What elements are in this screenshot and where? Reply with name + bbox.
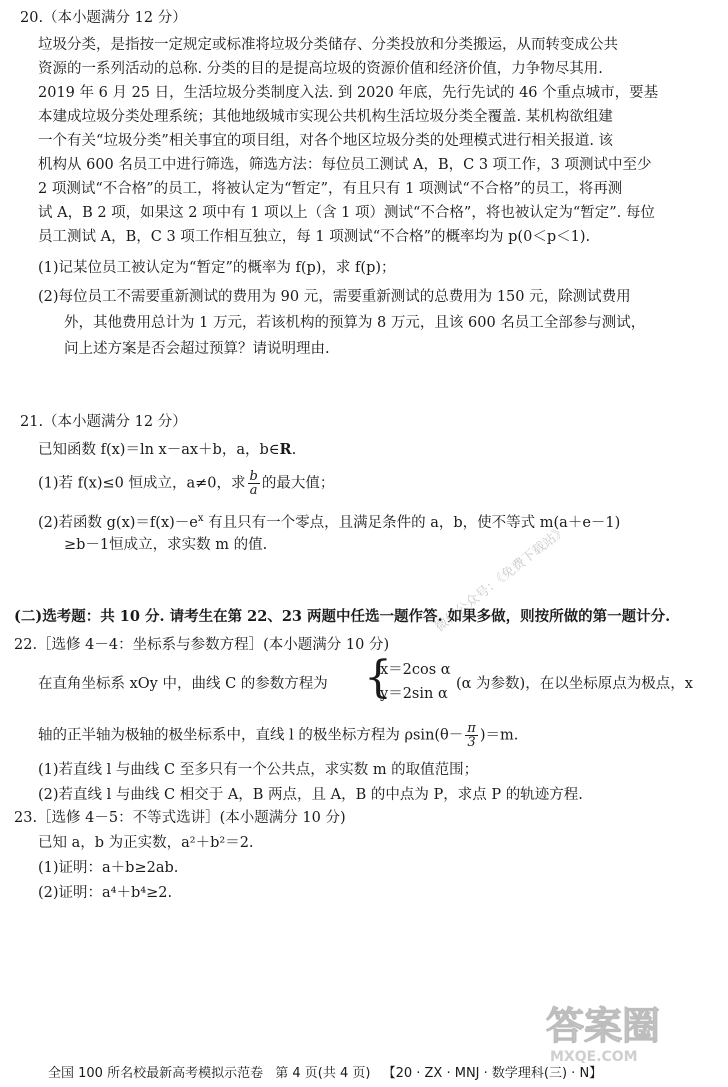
q20-text-line: 本建成垃圾分类处理系统；其他地级城市实现公共机构生活垃圾分类全覆盖. 某机构欲组建 <box>38 109 613 125</box>
fraction-pi-over-3: $\frac{\pi}{3}$ <box>467 721 476 750</box>
q20-text-line: 机构从 600 名员工中进行筛选，筛选方法：每位员工测试 A，B，C 3 项工作，3 项测试中至少 <box>38 157 652 173</box>
left-brace-icon: { <box>364 652 392 703</box>
svg-text:答案圈: 答案圈 <box>546 1004 661 1048</box>
q23-heading: 23.［选修 4－5：不等式选讲］(本小题满分 10 分) <box>14 810 346 826</box>
q21-part-1: (1)若 f(x)≤0 恒成立，a≠0，求 $\frac{b}{a}$ 的最大值； <box>38 469 335 498</box>
watermark-text: 微信公众号：《免费下载站》 <box>432 523 570 635</box>
q22-part-2: (2)若直线 l 与曲线 C 相交于 A，B 两点，且 A，B 的中点为 P，求点 P 的轨迹方程. <box>38 787 583 803</box>
site-logo-icon <box>540 995 720 1065</box>
q20-part-2-cont: 问上述方案是否会超过预算？请说明理由. <box>64 341 330 357</box>
footer-page-number: 第 4 页(共 4 页) <box>275 1066 371 1081</box>
footer-series: 全国 100 所名校最新高考模拟示范卷 <box>48 1066 264 1081</box>
q21-function-def: 已知函数 f(x)＝ln x－ax＋b，a，b∈R. <box>38 441 297 458</box>
section-optional-heading: (二)选考题：共 10 分. 请考生在第 22、23 两题中任选一题作答. 如果多做，则按所做的第一题计分. <box>14 608 671 625</box>
q23-part-1: (1)证明：a＋b≥2ab. <box>38 860 179 876</box>
fraction-b-over-a: $\frac{b}{a}$ <box>249 469 258 498</box>
param-eq-y: y＝2sin α <box>380 686 448 702</box>
q21-part-2-cont: ≥b－1恒成立，求实数 m 的值. <box>64 537 268 553</box>
q22-polar-line: 轴的正半轴为极轴的极坐标系中，直线 l 的极坐标方程为 ρsin(θ－ $\frac{\pi}{3}$ )＝m. <box>38 721 519 750</box>
q22-text-b: (α 为参数)，在以坐标原点为极点，x <box>456 676 693 692</box>
param-eq-x: x＝2cos α <box>380 662 451 678</box>
q20-text-line: 资源的一系列活动的总称. 分类的目的是提高垃圾的资源价值和经济价值，力争物尽其用. <box>38 61 603 77</box>
q21-part-2: (2)若函数 $g(x)=f(x)-e^x$ 有且只有一个零点，且满足条件的 a，b，使不等式 m(a＋e－1) <box>38 513 621 531</box>
q20-part-2-cont: 外，其他费用总计为 1 万元，若该机构的预算为 8 万元，且该 600 名员工全部参与测试， <box>64 315 646 331</box>
q20-text-line: 2 项测试“不合格”的员工，将被认定为“暂定”，有且只有 1 项测试“不合格”的员工，将再测 <box>38 181 623 197</box>
page-footer <box>48 1062 610 1081</box>
q20-text-line: 垃圾分类，是指按一定规定或标准将垃圾分类储存、分类投放和分类搬运，从而转变成公共 <box>38 37 618 53</box>
q21-heading: 21.（本小题满分 12 分） <box>20 414 187 430</box>
q22-heading: 22.［选修 4－4：坐标系与参数方程］(本小题满分 10 分) <box>14 637 390 653</box>
svg-text:MXQE.COM: MXQE.COM <box>550 1049 638 1065</box>
q20-text-line: 2019 年 6 月 25 日，生活垃圾分类制度入法. 到 2020 年底，先行先试的 46 个重点城市，要基 <box>38 85 659 101</box>
q20-part-2: (2)每位员工不需要重新测试的费用为 90 元，需要重新测试的总费用为 150 元，除测试费用 <box>38 289 631 305</box>
q22-part-1: (1)若直线 l 与曲线 C 至多只有一个公共点，求实数 m 的取值范围； <box>38 762 479 778</box>
q20-heading: 20.（本小题满分 12 分） <box>20 10 187 26</box>
q23-given: 已知 a，b 为正实数，a²＋b²＝2. <box>38 835 254 851</box>
q22-text-a: 在直角坐标系 xOy 中，曲线 C 的参数方程为 <box>38 676 328 692</box>
q23-part-2: (2)证明：a⁴＋b⁴≥2. <box>38 885 173 901</box>
footer-code: 【20 · ZX · MNJ · 数学理科(三) · N】 <box>382 1066 603 1081</box>
q20-text-line: 员工测试 A，B，C 3 项工作相互独立，每 1 项测试“不合格”的概率均为 p(0＜p＜1). <box>38 229 591 245</box>
q20-part-1: (1)记某位员工被认定为“暂定”的概率为 f(p)，求 f(p)； <box>38 260 396 276</box>
q20-text-line: 试 A，B 2 项，如果这 2 项中有 1 项以上（含 1 项）测试“不合格”，将也被认定为“暂定”. 每位 <box>38 205 655 221</box>
q20-text-line: 一个有关“垃圾分类”相关事宜的项目组，对各个地区垃圾分类的处理模式进行相关报道. 该 <box>38 133 614 149</box>
